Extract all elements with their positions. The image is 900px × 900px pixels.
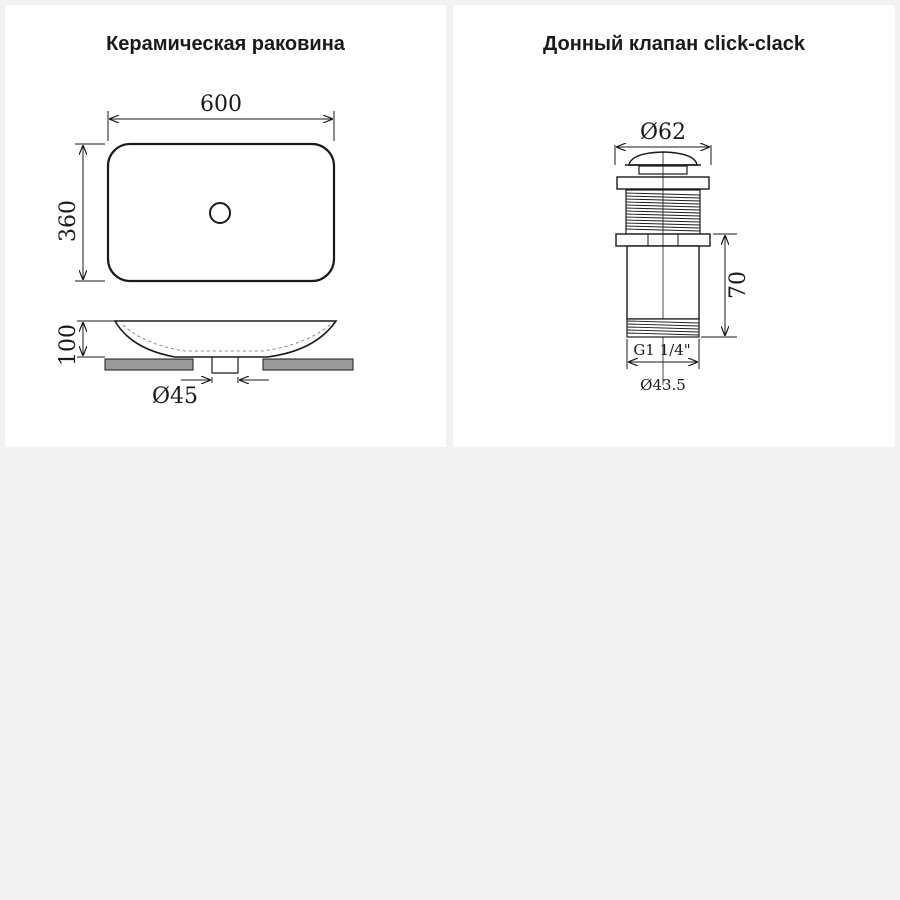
- height-label: 100: [56, 324, 81, 366]
- drain-label: Ø45: [151, 384, 199, 409]
- sink-title: Керамическая раковина: [106, 33, 345, 55]
- countertop-left: [105, 359, 193, 370]
- sink-panel: [5, 5, 446, 447]
- depth-label: 360: [56, 200, 81, 242]
- length-dimension: [701, 234, 751, 337]
- drain-hole: [210, 203, 230, 223]
- valve-title: Донный клапан click-clack: [543, 33, 805, 55]
- valve-thread-lower: [627, 319, 699, 337]
- width-dimension: [108, 92, 334, 141]
- width-label: 600: [200, 92, 242, 117]
- drain-dimension: [152, 380, 269, 409]
- thread-label: G1 1/4": [633, 341, 691, 359]
- sink-drawing: [5, 5, 446, 447]
- countertop-right: [263, 359, 353, 370]
- sink-inner-hidden: [123, 325, 330, 351]
- cap-diameter-label: Ø62: [639, 120, 687, 145]
- depth-dimension: [56, 144, 105, 281]
- body-diameter-label: Ø43.5: [640, 376, 686, 394]
- drain-outlet: [212, 357, 238, 373]
- sink-side-profile: [115, 321, 336, 357]
- valve-panel: [453, 5, 895, 447]
- body-diameter-dimension: [640, 376, 686, 394]
- valve-drawing: [453, 5, 895, 447]
- sink-top-outline: [108, 144, 334, 281]
- length-label: 70: [726, 271, 751, 299]
